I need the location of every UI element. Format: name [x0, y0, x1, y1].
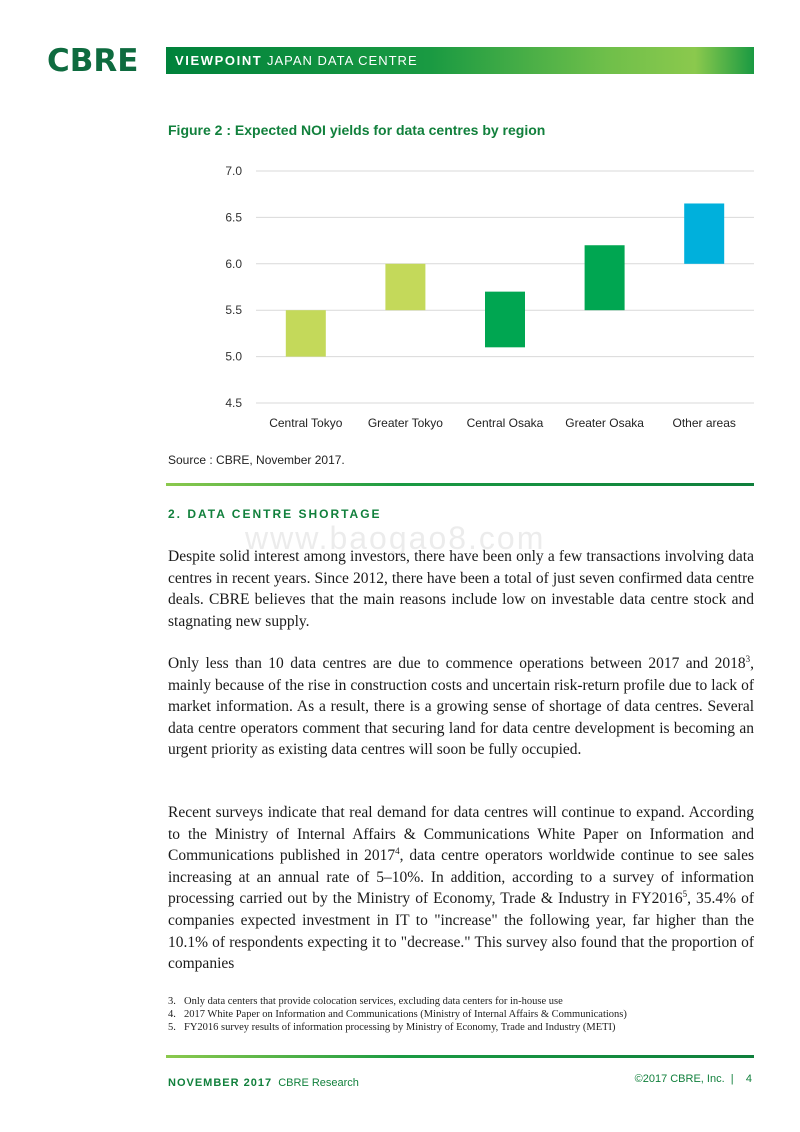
figure-source: Source : CBRE, November 2017.	[168, 453, 345, 467]
footnote-3	[168, 995, 627, 1008]
footnote-ref-3: 3	[745, 653, 751, 664]
watermark: www.baogao8.com	[245, 520, 546, 556]
paragraph-3	[168, 802, 754, 975]
paragraph-1: Despite solid interest among investors, there have been only a few transactions involving data centres in recent years. Since 2012, there have been a total of just seven confirmed data centre deals. CBRE believes that the main reasons include low on investable data centre stock and stagnating new supply.	[168, 548, 754, 630]
x-tick-label: Central Tokyo	[269, 416, 343, 430]
paragraph-3-part-c: , 35.4% of companies expected investment in IT to "increase" the following year, far higher than the 10.1% of respondents expecting it to "decrease." This survey also found that the proportion of companies	[168, 890, 754, 973]
footer-divider	[166, 1055, 754, 1058]
banner-text	[175, 53, 418, 68]
x-tick-label: Other areas	[672, 416, 736, 430]
footnote-number: 4.	[168, 1009, 176, 1020]
footnote-5	[168, 1021, 627, 1034]
footnote-text: 2017 White Paper on Information and Communications (Ministry of Internal Affairs & Communications)	[184, 1009, 627, 1020]
y-tick-label: 6.0	[225, 256, 242, 271]
yield-chart	[166, 150, 766, 440]
banner-subtitle: JAPAN DATA CENTRE	[266, 53, 418, 68]
y-tick-label: 4.5	[225, 396, 242, 410]
paragraph-3-part-b: , data centre operators worldwide continue to see sales increasing at an annual rate of 5–10%. In addition, according to a survey of information processing carried out by the Ministry of Economy, Trade & Industry in FY2016	[168, 847, 754, 908]
bar	[286, 310, 326, 356]
paragraph-2-part-b: , mainly because of the rise in construction costs and uncertain risk-return profile due to lack of market information. As a result, there is a growing sense of shortage of data centres. Several data centre operators comment that securing land for data centre development is becoming an urgent priority as existing data centres will soon be fully occupied.	[168, 655, 754, 759]
cbre-logo: CBRE	[47, 43, 139, 79]
footnote-number: 5.	[168, 1022, 176, 1033]
figure-title: Figure 2 : Expected NOI yields for data centres by region	[168, 122, 546, 138]
footnote-text: Only data centers that provide colocation services, excluding data centers for in-house use	[184, 996, 563, 1007]
footnote-ref-5: 5	[682, 889, 688, 900]
footnote-4	[168, 1008, 627, 1021]
y-tick-label: 7.0	[225, 164, 242, 178]
x-tick-label: Greater Osaka	[565, 416, 644, 430]
section-divider	[166, 483, 754, 486]
viewpoint-label: VIEWPOINT	[175, 53, 263, 68]
paragraph-2	[168, 653, 754, 761]
bar	[485, 292, 525, 348]
footer-right	[635, 1073, 752, 1085]
paragraph-2-part-a: Only less than 10 data centres are due to commence operations between 2017 and 2018	[168, 655, 746, 672]
footer-copyright: ©2017 CBRE, Inc.	[634, 1073, 725, 1085]
section-heading: 2. DATA CENTRE SHORTAGE	[168, 507, 382, 521]
footnote-ref-4: 4	[395, 846, 400, 857]
footer-left	[168, 1077, 359, 1089]
y-tick-label: 5.0	[225, 349, 242, 364]
page-number: 4	[745, 1073, 752, 1085]
bar	[684, 203, 724, 263]
footer-publisher: CBRE Research	[278, 1077, 359, 1089]
header-banner	[166, 47, 754, 74]
bar	[585, 245, 625, 310]
y-tick-label: 5.5	[225, 303, 242, 318]
footer-separator: |	[730, 1073, 734, 1085]
paragraph-3-part-a: Recent surveys indicate that real demand for data centres will continue to expand. According to the Ministry of Internal Affairs & Communications White Paper on Information and Communications published in 2017	[168, 804, 754, 865]
bar	[385, 264, 425, 310]
footnote-number: 3.	[168, 996, 176, 1007]
footnote-text: FY2016 survey results of information processing by Ministry of Economy, Trade and Industry (METI)	[184, 1022, 616, 1033]
footnotes	[168, 995, 627, 1034]
footer-date: NOVEMBER 2017	[168, 1077, 273, 1089]
y-tick-label: 6.5	[225, 210, 242, 225]
x-tick-label: Greater Tokyo	[367, 416, 443, 430]
x-tick-label: Central Osaka	[466, 416, 544, 430]
